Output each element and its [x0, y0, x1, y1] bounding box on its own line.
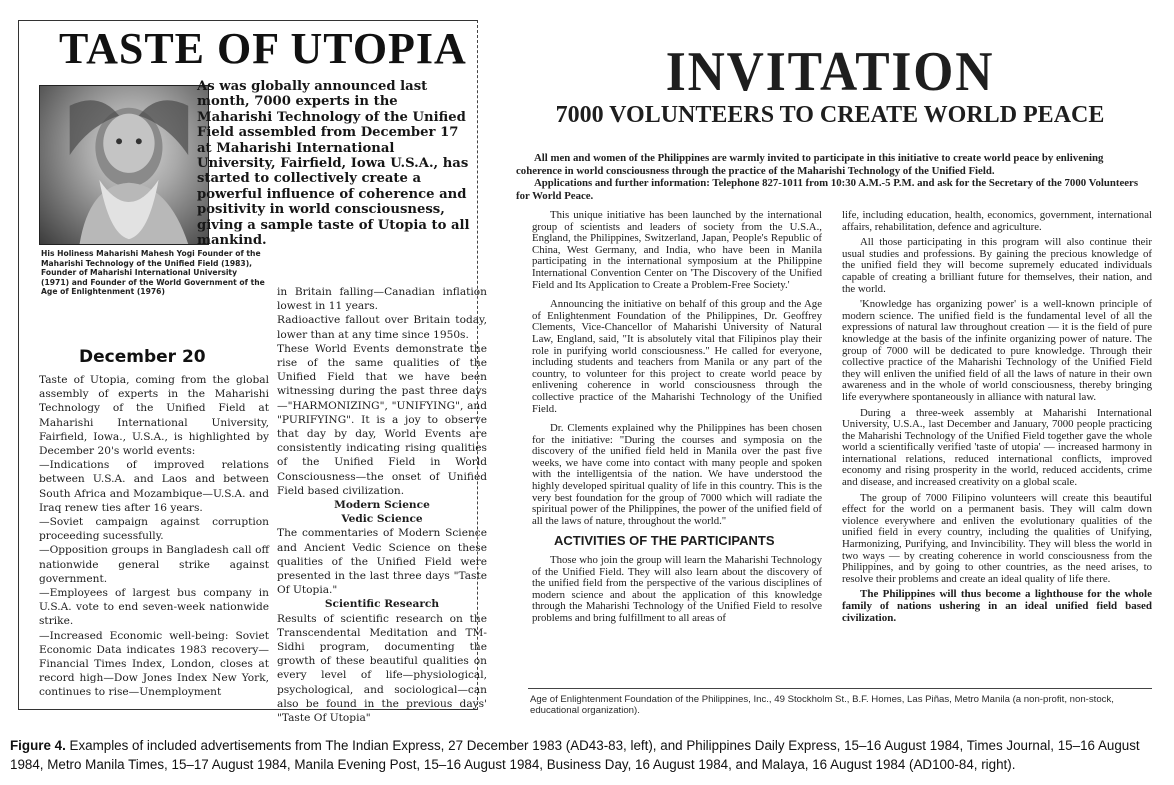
world-event-item: —Indications of improved relations between U.S.A. and Laos and between South Africa and Mozambique—U.S.A. and Iraq renew ties after 16 years.	[39, 459, 269, 514]
subheading-scientific-research: Scientific Research	[324, 598, 440, 611]
footer-divider	[528, 688, 1152, 689]
world-event-item: —Opposition groups in Bangladesh call off nationwide general strike against government.	[39, 544, 269, 585]
ad-title: TASTE OF UTOPIA	[59, 24, 467, 73]
body-paragraph: This unique initiative has been launched by the international group of scientists and leaders of society from the U.S.A., England, the Philippines, Switzerland, Japan, People's Republic of China, West Germany, and India, who have been in Manila participating in the international symposium at the Philippine International Convention Center on 'The Discovery of the Unified Field and Its Application to Create a Problem-Free Society.'	[532, 209, 822, 291]
body-paragraph: The group of 7000 Filipino volunteers will create this beautiful effect for the world on a permanent basis. They will calm down violence everywhere and enliven the evolutionary qualities of the unified field in every country, including the qualities of Unifying, Harmonizing, Purifying, and Invincibility. They will bless the world in two ways — by creating coherence in world consciousness from the Philippines, and by going to other countries, as the need arises, to resolve their problems and create an ideal quality of life there.	[842, 491, 1152, 585]
activities-heading: ACTIVITIES OF THE PARTICIPANTS	[554, 533, 775, 549]
body-paragraph: During a three-week assembly at Maharishi International University, U.S.A., last December and January, 7000 people practicing the Maharishi Technology of the Unified Field together gave the whole world a scientifically verified 'taste of utopia' — increased harmony in international relations, reduced international conflicts, improved economy and rising prosperity in the world, reduced accidents, crime and disease, and increased creativity on a global scale.	[842, 406, 1152, 489]
indian-express-advertisement	[18, 20, 487, 725]
closing-paragraph: The Philippines will thus become a lighthouse for the whole family of nations ushering in an ideal unified field based civilization.	[842, 588, 1152, 624]
world-events-intro: Taste of Utopia, coming from the global assembly of experts in the Maharishi Technology of the Unified Field at Maharishi International University, Fairfield, Iowa., U.S.A., is highlighted by December 20's world events:	[39, 374, 269, 458]
intro-paragraph: As was globally announced last month, 7000 experts in the Maharishi Technology of the Unified Field assembled from December 17 at Maharishi International University, Fairfield, Iowa U.S.A., has started to collectively create a powerful influence of coherence and positivity in world consciousness, giving a sample taste of Utopia to all mankind.	[197, 79, 470, 249]
world-event-item: Radioactive fallout over Britain today, lower than at any time since 1950s.	[277, 314, 487, 341]
research-paragraph: Results of scientific research on the Transcendental Meditation and TM-Sidhi program, documenting the growth of these beautiful qualities on every level of life—physiological, psychological, and sociological—can also be found in the previous days' "Taste Of Utopia"	[277, 612, 487, 725]
body-paragraph: 'Knowledge has organizing power' is a well-known principle of modern science. The unified field is the fundamental level of all the expressions of natural law throughout creation — it is the field of pure knowledge at the basis of the infinite organizing power of nature. The group of 7000 will be dedicated to pure knowledge. Through their collective practice of the Maharishi Technology of the Unified Field they will enliven the unified field of all the laws of nature in their own awareness and in the whole of world consciousness, thereby bringing life everywhere spontaneously in alliance with natural law.	[842, 298, 1152, 403]
portrait-photo-icon	[40, 86, 208, 244]
figure-label: Figure 4.	[10, 738, 66, 753]
body-paragraph: All those participating in this program will also continue their usual studies and professions. By gaining the precious knowledge of the unified field they will become supremely educated individuals capable of creating a brilliant future for themselves, their nation, and the world.	[842, 236, 1152, 295]
invitation-title: INVITATION	[665, 41, 995, 103]
body-paragraph: life, including education, health, economics, government, international affairs, rehabilitation, defence and agriculture.	[842, 209, 1152, 233]
subheading-modern-science: Modern Science	[334, 499, 430, 512]
body-paragraph: Announcing the initiative on behalf of this group and the Age of Enlightenment Foundation of the Philippines, Dr. Geoffrey Clements, Vice-Chancellor of Maharishi University of Natural Law, England, said, "It is absolutely vital that Filipinos play their role in purifying world consciousness." He called for everyone, including students and teachers from Manila or any part of the country, to volunteer for this project to create world peace by enlivening coherence in world consciousness through the collective practice of the Maharishi Technology of the Unified Field.	[532, 298, 822, 415]
science-commentary: The commentaries of Modern Science and Ancient Vedic Science on these qualities of the Unified Field were presented in the last three days "Taste Of Utopia."	[277, 527, 487, 597]
invitation-paragraph: All men and women of the Philippines are warmly invited to participate in this initiative to create world peace by enlivening coherence in world consciousness through the practice of the Maharishi Technology of the Unified Field.	[516, 152, 1104, 177]
world-events-commentary: These World Events demonstrate the rise of the same qualities of the Unified Field that we have been witnessing during the past three days—"HARMONIZING", "UNIFYING", and "PURIFYING". It is a joy to observe that day by day, World Events are consistently indicating rising qualities of the Unified Field in World Consciousness—the onset of Unified Field based civilization.	[277, 342, 487, 497]
sponsor-footer: Age of Enlightenment Foundation of the Philippines, Inc., 49 Stockholm St., B.F. Homes, Las Piñas, Metro Manila (a non-profit, non-stock, educational organization).	[530, 694, 1114, 716]
world-event-item: —Increased Economic well-being: Soviet Economic Data indicates 1983 recovery—Financial Times Index, London, closes at record high—Dow Jones Index New York, continues to rise—Unemployment	[39, 629, 269, 699]
invitation-column-1	[532, 210, 822, 633]
maharishi-portrait-image	[39, 85, 209, 245]
invitation-intro	[516, 152, 1152, 202]
application-info: Applications and further information: Telephone 827-1011 from 10:30 A.M.-5 P.M. and ask for the Secretary of the 7000 Volunteers for World Peace.	[516, 177, 1139, 202]
world-event-item: —Soviet campaign against corruption proceeding sucessfully.	[39, 516, 269, 543]
date-heading: December 20	[79, 347, 206, 367]
invitation-column-2	[842, 210, 1152, 628]
world-event-item: —Employees of largest bus company in U.S.A. vote to end seven-week nationwide strike.	[39, 587, 269, 628]
portrait-caption: His Holiness Maharishi Mahesh Yogi Founder of the Maharishi Technology of the Unified Field (1983), Founder of Maharishi International University (1971) and Founder of the World Government of the Age of Enlightenment (1976)	[41, 249, 265, 297]
philippines-invitation-advertisement	[500, 30, 1160, 720]
activities-paragraph: Those who join the group will learn the Maharishi Technology of the Unified Field. They will also learn about the discovery of the unified field from the perspective of the various disciplines of modern science and about the application of this knowledge through the Maharishi Technology of the Unified Field to resolve problems and bring fulfillment to all areas of	[532, 554, 822, 624]
left-column	[39, 373, 269, 700]
subheading-vedic-science: Vedic Science	[341, 513, 423, 526]
right-column	[277, 285, 487, 725]
invitation-subtitle: 7000 VOLUNTEERS TO CREATE WORLD PEACE	[555, 102, 1105, 128]
body-paragraph: Dr. Clements explained why the Philippines has been chosen for the initiative: "During the courses and symposia on the discovery of the unified field held in Manila over the past five weeks, we have come into contact with many people and spoken with the intelligentsia of the nation. We have understood the highly developed spiritual quality of life in this country. This is the very best foundation for the group of 7000 which will radiate the spiritual power of the Philippines, the power of the unified field of all the laws of nature, throughout the world."	[532, 422, 822, 527]
figure-caption	[10, 736, 1166, 774]
world-event-continued: in Britain falling—Canadian inflation lowest in 11 years.	[277, 286, 487, 313]
figure-caption-text: Examples of included advertisements from The Indian Express, 27 December 1983 (AD43-83, left), and Philippines Daily Express, 15–16 August 1984, Times Journal, 15–16 August 1984, Metro Manila Times, 15–17 August 1984, Manila Evening Post, 15–16 August 1984, Business Day, 16 August 1984, and Malaya, 16 August 1984 (AD100-84, right).	[10, 738, 1140, 772]
